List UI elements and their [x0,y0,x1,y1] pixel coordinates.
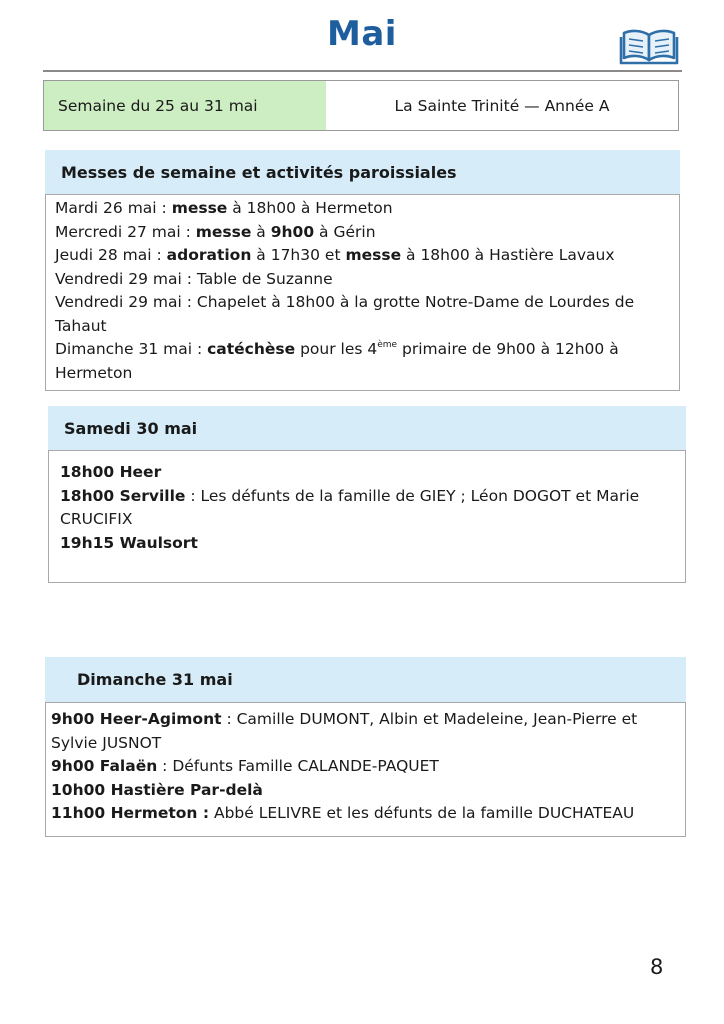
saturday-section [48,406,686,583]
weekday-line: Mardi 26 mai : messe à 18h00 à Hermeton [55,199,393,217]
sunday-heading: Dimanche 31 mai [45,657,686,702]
mass-entry: 10h00 Hastière Par-delà [51,780,263,799]
weekday-line: Dimanche 31 mai : catéchèse pour les 4ème primaire de 9h00 à 12h00 à Hermeton [55,340,619,382]
weekday-line: Vendredi 29 mai : Chapelet à 18h00 à la grotte Notre-Dame de Lourdes de Tahaut [55,293,635,335]
feast-label: La Sainte Trinité — Année A [326,81,678,130]
saturday-heading: Samedi 30 mai [48,406,686,450]
weekday-body [45,194,680,391]
mass-entry: 9h00 Heer-Agimont : Camille DUMONT, Albin et Madeleine, Jean-Pierre et Sylvie JUSNOT [51,710,638,752]
open-book-icon [619,25,679,67]
mass-entry: 11h00 Hermeton : Abbé LELIVRE et les défunts de la famille DUCHATEAU [51,804,635,822]
mass-entry: 9h00 Falaën : Défunts Famille CALANDE-PAQUET [51,757,439,775]
mass-entry: 18h00 Serville : Les défunts de la famille de GIEY ; Léon DOGOT et Marie CRUCIFIX [60,486,640,528]
saturday-body [48,450,686,583]
mass-entry: 19h15 Waulsort [60,533,198,552]
sunday-section [45,657,686,837]
week-label: Semaine du 25 au 31 mai [44,81,326,130]
mass-entry: 18h00 Heer [60,463,162,481]
week-bar [43,80,679,131]
page-number: 8 [650,955,664,979]
weekday-line: Mercredi 27 mai : messe à 9h00 à Gérin [55,222,376,241]
weekday-heading: Messes de semaine et activités paroissiales [45,150,680,194]
weekday-line: Jeudi 28 mai : adoration à 17h30 et messe à 18h00 à Hastière Lavaux [55,246,615,264]
weekday-section [45,150,680,391]
sunday-body [45,702,686,837]
weekday-line: Vendredi 29 mai : Table de Suzanne [55,269,333,288]
header-divider [43,70,682,72]
page-title: Mai [327,14,397,54]
